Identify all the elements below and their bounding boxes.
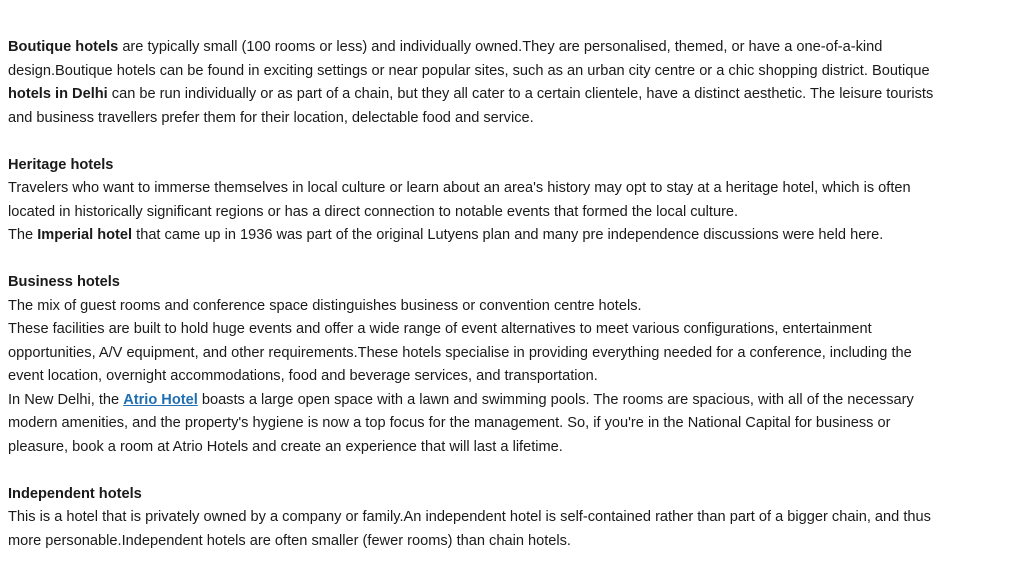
- heritage-line-1: Travelers who want to immerse themselves in local culture or learn about an area's history may opt to stay at a heritage hotel, which is often: [8, 180, 911, 196]
- paragraph-spacer: [8, 248, 1008, 272]
- boutique-line-1: [8, 36, 1008, 60]
- business-heading: [8, 271, 1008, 295]
- paragraph-spacer: [8, 130, 1008, 154]
- heritage-heading-text: Heritage hotels: [8, 156, 114, 173]
- boutique-line-1-text: are typically small (100 rooms or less) and individually owned.They are personalised, themed, or have a one-of-a-kind: [118, 39, 883, 55]
- independent-heading: [8, 483, 1008, 507]
- business-line-5-pre: In New Delhi, the: [8, 391, 124, 408]
- independent-line-2: more personable.Independent hotels are often smaller (fewer rooms) than chain hotels.: [8, 532, 571, 549]
- business-line-7: pleasure, book a room at Atrio Hotels and create an experience that will last a lifetime.: [8, 438, 563, 455]
- business-line-3: opportunities, A/V equipment, and other requirements.These hotels specialise in providing everything needed for a conference, including the: [8, 344, 912, 361]
- independent-heading-text: Independent hotels: [8, 485, 142, 502]
- heritage-line-3: [8, 224, 1008, 248]
- paragraph-spacer: [8, 459, 1008, 483]
- business-line-5-text: boasts a large open space with a lawn and swimming pools. The rooms are spacious, with all of the necessary: [197, 391, 914, 408]
- heritage-line-3-text: that came up in 1936 was part of the original Lutyens plan and many pre independence discussions were held here.: [132, 227, 884, 243]
- business-heading-text: Business hotels: [8, 274, 120, 290]
- business-line-6: modern amenities, and the property's hygiene is now a top focus for the management. So, if you're in the National Capital for business or: [8, 415, 891, 431]
- boutique-line-3: [8, 83, 1008, 107]
- heritage-line-2: located in historically significant regions or has a direct connection to notable events that formed the local culture.: [8, 203, 739, 220]
- business-line-2: These facilities are built to hold huge events and offer a wide range of event alternatives to meet various configurations, entertainment: [8, 321, 872, 337]
- boutique-hotels-term: Boutique hotels: [8, 39, 119, 55]
- business-line-1: The mix of guest rooms and conference space distinguishes business or convention centre hotels.: [8, 297, 642, 314]
- business-line-4: event location, overnight accommodations, food and beverage services, and transportation.: [8, 368, 598, 384]
- boutique-line-3-text: can be run individually or as part of a chain, but they all cater to a certain clientele, have a distinct aesthetic. The leisure tourists: [107, 86, 934, 102]
- atrio-hotel-link[interactable]: Atrio Hotel: [123, 391, 198, 408]
- document-body: [8, 36, 1008, 553]
- hotels-in-delhi-term: hotels in Delhi: [8, 86, 108, 102]
- boutique-line-4: and business travellers prefer them for their location, delectable food and service.: [8, 109, 534, 126]
- boutique-line-2: design.Boutique hotels can be found in exciting settings or near popular sites, such as an urban city centre or a chic shopping district. Boutique: [8, 62, 930, 79]
- heritage-line-3-pre: The: [8, 227, 38, 243]
- heritage-heading: [8, 154, 1008, 178]
- imperial-hotel-term: Imperial hotel: [37, 227, 133, 243]
- business-line-5: [8, 389, 1008, 413]
- independent-line-1: This is a hotel that is privately owned by a company or family.An independent hotel is self-contained rather than part of a bigger chain, and thus: [8, 509, 931, 525]
